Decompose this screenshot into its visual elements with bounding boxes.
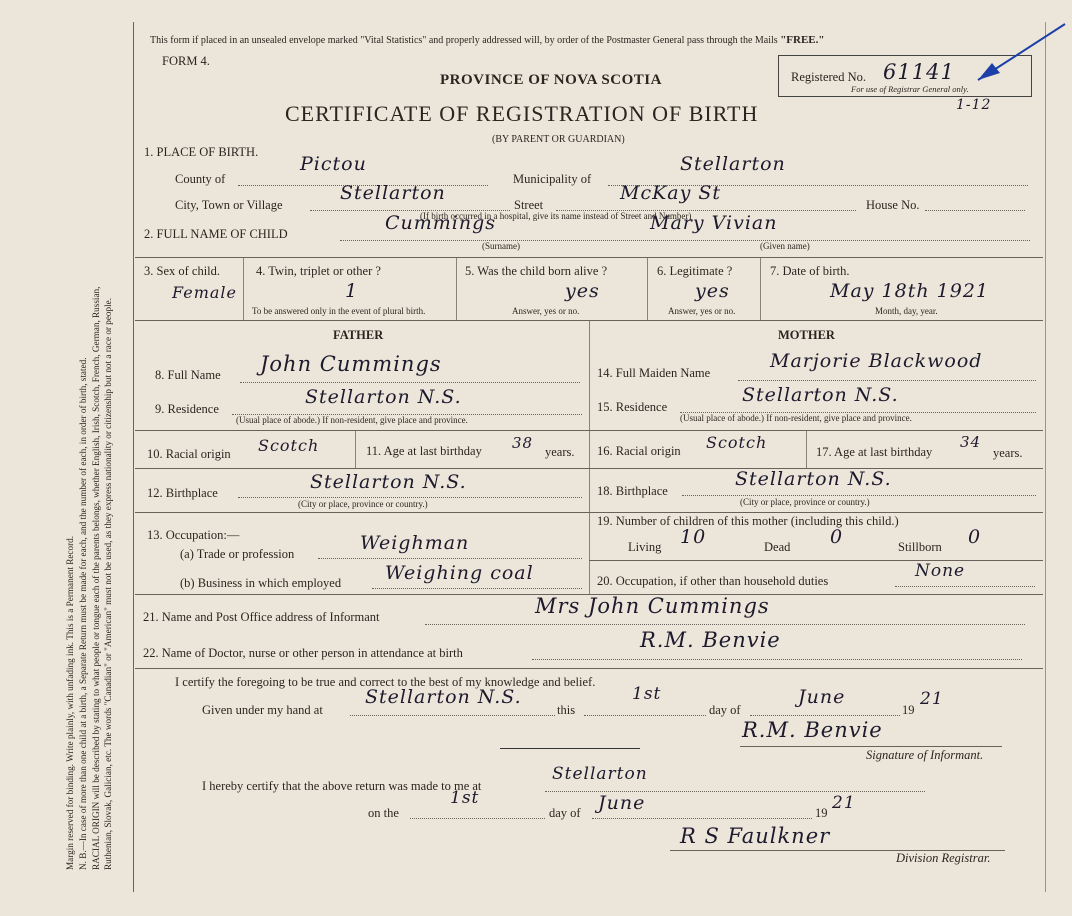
surname-caption: (Surname) — [482, 241, 520, 251]
given-place-value: Stellarton N.S. — [365, 686, 522, 708]
dead-value: 0 — [830, 526, 844, 548]
sidebar-instructions — [64, 40, 115, 870]
registered-number: 61141 — [883, 60, 955, 84]
mother-age-value: 34 — [960, 433, 982, 451]
sidebar-line: Ruthenian, Slovak, Galician, etc. The words "Canadian" or "American" must not be used, as they express nationality or citizenship but not a race or people. — [103, 297, 114, 870]
legitimate-note: Answer, yes or no. — [668, 306, 736, 316]
sidebar-line: Margin reserved for binding. Write plainly, with unfading ink. This is a Permanent Record. — [65, 535, 75, 870]
province-heading: PROVINCE OF NOVA SCOTIA — [440, 72, 662, 88]
underline — [318, 558, 582, 559]
mother-residence-note: (Usual place of abode.) If non-resident, give place and province. — [680, 413, 912, 423]
underline — [682, 495, 1036, 496]
father-name-value: John Cummings — [260, 352, 442, 376]
underline — [532, 659, 1022, 660]
informant-signature: R.M. Benvie — [742, 718, 883, 742]
trade-value: Weighman — [360, 532, 470, 554]
informant-label: 21. Name and Post Office address of Informant — [143, 610, 380, 624]
mother-years-label: years. — [993, 446, 1023, 460]
father-age-label: 11. Age at last birthday — [366, 444, 482, 458]
mother-age-label: 17. Age at last birthday — [816, 445, 933, 459]
father-heading: FATHER — [333, 328, 384, 342]
business-label: (b) Business in which employed — [180, 576, 342, 590]
street-value: McKay St — [620, 182, 722, 204]
divider — [806, 431, 807, 468]
underline — [425, 624, 1025, 625]
underline — [410, 818, 545, 819]
dead-label: Dead — [764, 540, 791, 554]
check-mark-icon — [970, 20, 1070, 90]
birth-date-label: 7. Date of birth. — [770, 264, 850, 278]
mother-race-label: 16. Racial origin — [597, 444, 681, 458]
divider — [243, 258, 244, 320]
business-value: Weighing coal — [385, 562, 534, 584]
divider — [135, 468, 589, 469]
form-right-border — [1045, 22, 1046, 892]
doctor-label: 22. Name of Doctor, nurse or other person in attendance at birth — [143, 646, 463, 660]
given-under-label: Given under my hand at — [202, 703, 323, 717]
municipality-value: Stellarton — [680, 153, 786, 175]
legitimate-label: 6. Legitimate ? — [657, 264, 733, 278]
born-alive-label: 5. Was the child born alive ? — [465, 264, 608, 278]
doctor-value: R.M. Benvie — [640, 628, 781, 652]
mother-birthplace-note: (City or place, province or country.) — [740, 497, 870, 507]
sex-label: 3. Sex of child. — [144, 264, 221, 278]
child-given-name: Mary Vivian — [650, 212, 778, 234]
underline — [750, 715, 900, 716]
form-number: FORM 4. — [162, 54, 210, 68]
return-label: I hereby certify that the above return was made to me at — [202, 779, 482, 793]
living-label: Living — [628, 540, 662, 554]
underline — [238, 497, 582, 498]
mother-birthplace-value: Stellarton N.S. — [735, 468, 892, 490]
county-label: County of — [175, 172, 226, 186]
underline — [738, 380, 1036, 381]
page-title: CERTIFICATE OF REGISTRATION OF BIRTH — [285, 101, 759, 126]
sidebar-line: RACIAL ORIGIN will be described by stating to what people or tongue each of the parents belongs, whether English, Irish, Scotch, French, German, Russian, — [90, 286, 101, 870]
divider — [135, 257, 1043, 258]
return-year-value: 21 — [832, 793, 856, 813]
divider — [760, 258, 761, 320]
stillborn-label: Stillborn — [898, 540, 942, 554]
stillborn-value: 0 — [968, 526, 982, 548]
birth-date-note: Month, day, year. — [875, 306, 938, 316]
certify-statement: I certify the foregoing to be true and correct to the best of my knowledge and belief. — [175, 675, 596, 689]
county-value: Pictou — [300, 153, 367, 175]
underline — [240, 382, 580, 383]
page-subtitle: (BY PARENT OR GUARDIAN) — [492, 134, 625, 145]
mother-race-value: Scotch — [706, 433, 768, 452]
mother-residence-label: 15. Residence — [597, 400, 668, 414]
return-place-value: Stellarton — [552, 764, 648, 784]
house-no-label: House No. — [866, 198, 920, 212]
divider — [135, 668, 1043, 669]
day-of-label: day of — [709, 703, 741, 717]
divider — [589, 321, 590, 594]
mother-name-value: Marjorie Blackwood — [770, 350, 983, 372]
birth-date-value: May 18th 1921 — [830, 280, 989, 302]
father-birthplace-value: Stellarton N.S. — [310, 471, 467, 493]
divider — [135, 430, 589, 431]
trade-label: (a) Trade or profession — [180, 547, 295, 561]
child-name-label: 2. FULL NAME OF CHILD — [144, 227, 288, 241]
underline — [350, 715, 555, 716]
underline — [372, 588, 582, 589]
mother-occupation-label: 20. Occupation, if other than household duties — [597, 574, 829, 588]
return-day-of-label: day of — [549, 806, 581, 820]
street-label: Street — [514, 198, 544, 212]
born-alive-value: yes — [565, 280, 600, 302]
father-residence-label: 9. Residence — [155, 402, 219, 416]
year-prefix: 19 — [902, 703, 915, 717]
underline — [895, 586, 1035, 587]
twin-value: 1 — [345, 280, 359, 302]
city-label: City, Town or Village — [175, 198, 283, 212]
on-the-label: on the — [368, 806, 399, 820]
return-day-value: 1st — [450, 788, 480, 808]
informant-value: Mrs John Cummings — [535, 594, 770, 618]
return-year-prefix: 19 — [815, 806, 828, 820]
divider — [355, 431, 356, 468]
father-race-label: 10. Racial origin — [147, 447, 231, 461]
father-birthplace-label: 12. Birthplace — [147, 486, 218, 500]
child-surname: Cummings — [385, 212, 497, 234]
given-year-value: 21 — [920, 689, 944, 709]
signature-caption: Signature of Informant. — [866, 748, 984, 762]
mother-name-label: 14. Full Maiden Name — [597, 366, 711, 380]
corner-note: 1-12 — [956, 97, 992, 113]
divider — [589, 560, 1043, 561]
children-count-label: 19. Number of children of this mother (including this child.) — [597, 514, 899, 528]
given-month-value: June — [798, 686, 846, 708]
given-name-caption: (Given name) — [760, 241, 810, 251]
place-of-birth-label: 1. PLACE OF BIRTH. — [144, 145, 259, 159]
child-name-underline — [340, 240, 1030, 241]
divider — [647, 258, 648, 320]
mother-residence-value: Stellarton N.S. — [742, 384, 899, 406]
father-race-value: Scotch — [258, 436, 320, 455]
mother-birthplace-label: 18. Birthplace — [597, 484, 668, 498]
registrar-signature: R S Faulkner — [680, 824, 831, 848]
hospital-note: (If birth occurred in a hospital, give its name instead of Street and Number) — [420, 211, 692, 221]
sex-value: Female — [172, 283, 237, 302]
municipality-label: Municipality of — [513, 172, 592, 186]
this-label: this — [557, 703, 576, 717]
father-residence-value: Stellarton N.S. — [305, 386, 462, 408]
divider — [589, 430, 1043, 431]
father-residence-note: (Usual place of abode.) If non-resident, give place and province. — [236, 415, 468, 425]
separator — [500, 748, 640, 749]
mother-occupation-value: None — [915, 561, 966, 581]
return-month-value: June — [598, 792, 646, 814]
divider — [135, 512, 1043, 513]
father-age-value: 38 — [512, 434, 534, 452]
legitimate-value: yes — [695, 280, 730, 302]
living-value: 10 — [680, 526, 707, 548]
underline — [740, 746, 1002, 747]
mother-heading: MOTHER — [778, 328, 835, 342]
father-name-label: 8. Full Name — [155, 368, 221, 382]
underline — [584, 715, 706, 716]
father-birthplace-note: (City or place, province or country.) — [298, 499, 428, 509]
form-left-border — [133, 22, 134, 892]
mailing-note: This form if placed in an unsealed envelope marked "Vital Statistics" and properly addressed will, by order of the Postmaster General pass through the Mails "FREE." — [150, 34, 825, 46]
registrar-caption: Division Registrar. — [896, 851, 991, 865]
registered-label: Registered No. — [791, 70, 866, 84]
father-years-label: years. — [545, 445, 575, 459]
twin-label: 4. Twin, triplet or other ? — [256, 264, 381, 278]
twin-note: To be answered only in the event of plural birth. — [252, 306, 426, 316]
given-day-value: 1st — [632, 684, 662, 704]
city-value: Stellarton — [340, 182, 446, 204]
underline — [592, 818, 812, 819]
divider — [456, 258, 457, 320]
sidebar-line: N. B.—In case of more than one child at a birth, a Separate Return must be made for each, and the number of each, in order of birth, stated. — [77, 357, 88, 870]
born-alive-note: Answer, yes or no. — [512, 306, 580, 316]
father-occupation-label: 13. Occupation:— — [147, 528, 240, 542]
house-underline — [925, 210, 1025, 211]
registrar-use-note: For use of Registrar General only. — [851, 84, 969, 94]
